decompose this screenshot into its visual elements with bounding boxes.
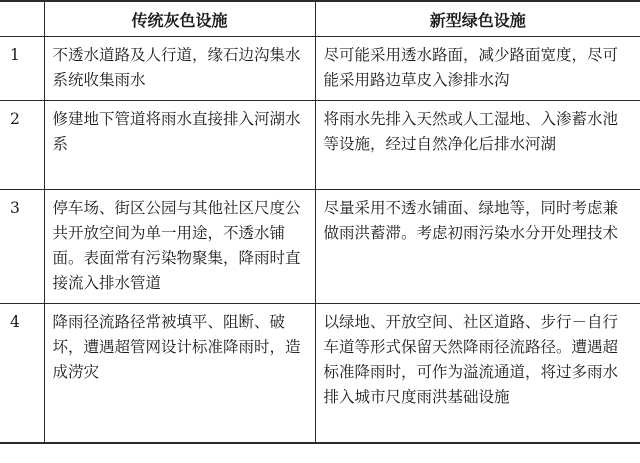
green-cell: 尽可能采用透水路面，减少路面宽度，尽可能采用路边草皮入渗排水沟: [315, 37, 640, 101]
green-cell: 将雨水先排入天然或人工湿地、入渗蓄水池等设施，经过自然净化后排水河湖: [315, 101, 640, 190]
table-row: [0, 304, 640, 444]
table-row: [0, 190, 640, 304]
traditional-cell: 停车场、街区公园与其他社区尺度公共开放空间为单一用途，不透水铺面。表面常有污染物聚集，降雨时直接流入排水管道: [44, 190, 315, 304]
table-row: [0, 37, 640, 101]
header-traditional-gray-facilities: 传统灰色设施: [44, 1, 315, 37]
header-number: [0, 1, 44, 37]
row-number: 4: [0, 304, 44, 444]
traditional-cell: 修建地下管道将雨水直接排入河湖水系: [44, 101, 315, 190]
header-new-green-facilities: 新型绿色设施: [315, 1, 640, 37]
row-number: 1: [0, 37, 44, 101]
table-row: [0, 101, 640, 190]
row-number: 3: [0, 190, 44, 304]
table-header: [0, 1, 640, 37]
table-body: [0, 37, 640, 444]
header-row: [0, 1, 640, 37]
row-number: 2: [0, 101, 44, 190]
green-cell: 以绿地、开放空间、社区道路、步行－自行车道等形式保留天然降雨径流路径。遭遇超标准降雨时，可作为溢流通道，将过多雨水排入城市尺度雨洪基础设施: [315, 304, 640, 444]
traditional-cell: 不透水道路及人行道，缘石边沟集水系统收集雨水: [44, 37, 315, 101]
traditional-cell: 降雨径流路径常被填平、阻断、破坏，遭遇超管网设计标准降雨时，造成涝灾: [44, 304, 315, 444]
green-cell: 尽量采用不透水铺面、绿地等，同时考虑兼做雨洪蓄滞。考虑初雨污染水分开处理技术: [315, 190, 640, 304]
